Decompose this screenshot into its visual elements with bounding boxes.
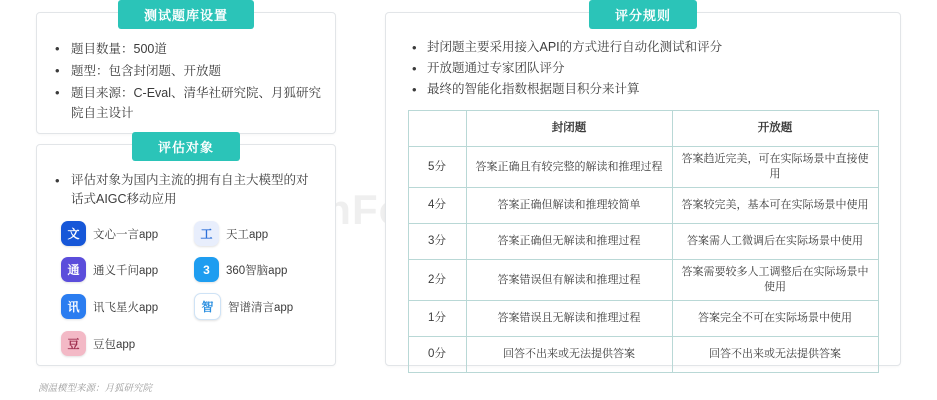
table-row — [408, 224, 878, 260]
table-row — [408, 188, 878, 224]
list-item — [61, 257, 188, 282]
table-row — [408, 147, 878, 188]
cell-open: 答案较完美，基本可在实际场景中使用 — [672, 188, 878, 224]
list-item — [61, 293, 188, 320]
list-item: • 评估对象为国内主流的拥有自主大模型的对话式AIGC移动应用 — [55, 171, 319, 209]
question-bank-card — [36, 8, 336, 134]
cell-score: 3分 — [408, 224, 466, 260]
list-item: • 题目来源：C-Eval、清华社研究院、月狐研究院自主设计 — [55, 83, 321, 123]
cell-open: 回答不出来或无法提供答案 — [672, 337, 878, 373]
list-item: • 封闭题主要采用接入API的方式进行自动化测试和评分 — [412, 37, 884, 58]
list-item — [194, 221, 321, 246]
eval-target-card — [36, 140, 336, 366]
table-header-row — [408, 111, 878, 147]
cell-closed: 答案正确且有较完整的解读和推理过程 — [466, 147, 672, 188]
list-item: • 开放题通过专家团队评分 — [412, 58, 884, 79]
wenxinyiyan-icon: 文 — [61, 221, 86, 246]
cell-closed: 答案错误且无解读和推理过程 — [466, 301, 672, 337]
question-bank-list — [37, 13, 335, 123]
column-header-open: 开放题 — [672, 111, 878, 147]
list-item: • 题型：包含封闭题、开放题 — [55, 61, 321, 81]
table-row — [408, 337, 878, 373]
app-label: 智谱清言app — [228, 301, 294, 314]
tiangong-icon: 工 — [194, 221, 219, 246]
app-label: 天工app — [226, 228, 269, 241]
list-item — [61, 331, 188, 356]
list-item: • 最终的智能化指数根据题目积分来计算 — [412, 79, 884, 100]
footnote: 测温模型来源：月狐研究院 — [38, 383, 153, 394]
column-header-closed: 封闭题 — [466, 111, 672, 147]
cell-closed: 答案正确但无解读和推理过程 — [466, 224, 672, 260]
cell-closed: 回答不出来或无法提供答案 — [466, 337, 672, 373]
table-row — [408, 301, 878, 337]
app-label: 讯飞星火app — [93, 301, 159, 314]
cell-score: 1分 — [408, 301, 466, 337]
eval-target-title: 评估对象 — [132, 132, 240, 161]
scoring-rules-title: 评分规则 — [589, 0, 697, 29]
list-item — [194, 293, 321, 320]
tongyiqianwen-icon: 通 — [61, 257, 86, 282]
cell-open: 答案趋近完美，可在实际场景中直接使用 — [672, 147, 878, 188]
column-header-score — [408, 111, 466, 147]
cell-closed: 答案正确但解读和推理较简单 — [466, 188, 672, 224]
scoring-rules-card — [385, 8, 901, 366]
cell-closed: 答案错误但有解读和推理过程 — [466, 260, 672, 301]
zhipuqingyan-icon: 智 — [194, 293, 221, 320]
table-row — [408, 260, 878, 301]
list-item — [194, 257, 321, 282]
xunfeixinghuo-icon: 讯 — [61, 294, 86, 319]
app-label: 360智脑app — [226, 264, 288, 277]
doubao-icon: 豆 — [61, 331, 86, 356]
app-label: 通义千问app — [93, 264, 159, 277]
list-item: • 题目数量：500道 — [55, 39, 321, 59]
app-label: 文心一言app — [93, 228, 159, 241]
360zhinao-icon: 3 — [194, 257, 219, 282]
cell-open: 答案需要较多人工调整后在实际场景中使用 — [672, 260, 878, 301]
cell-score: 0分 — [408, 337, 466, 373]
app-grid — [37, 221, 335, 356]
cell-open: 答案需人工微调后在实际场景中使用 — [672, 224, 878, 260]
cell-score: 2分 — [408, 260, 466, 301]
cell-score: 4分 — [408, 188, 466, 224]
app-label: 豆包app — [93, 338, 136, 351]
cell-open: 答案完全不可在实际场景中使用 — [672, 301, 878, 337]
scoring-table — [408, 110, 879, 373]
question-bank-title: 测试题库设置 — [118, 0, 254, 29]
list-item — [61, 221, 188, 246]
cell-score: 5分 — [408, 147, 466, 188]
